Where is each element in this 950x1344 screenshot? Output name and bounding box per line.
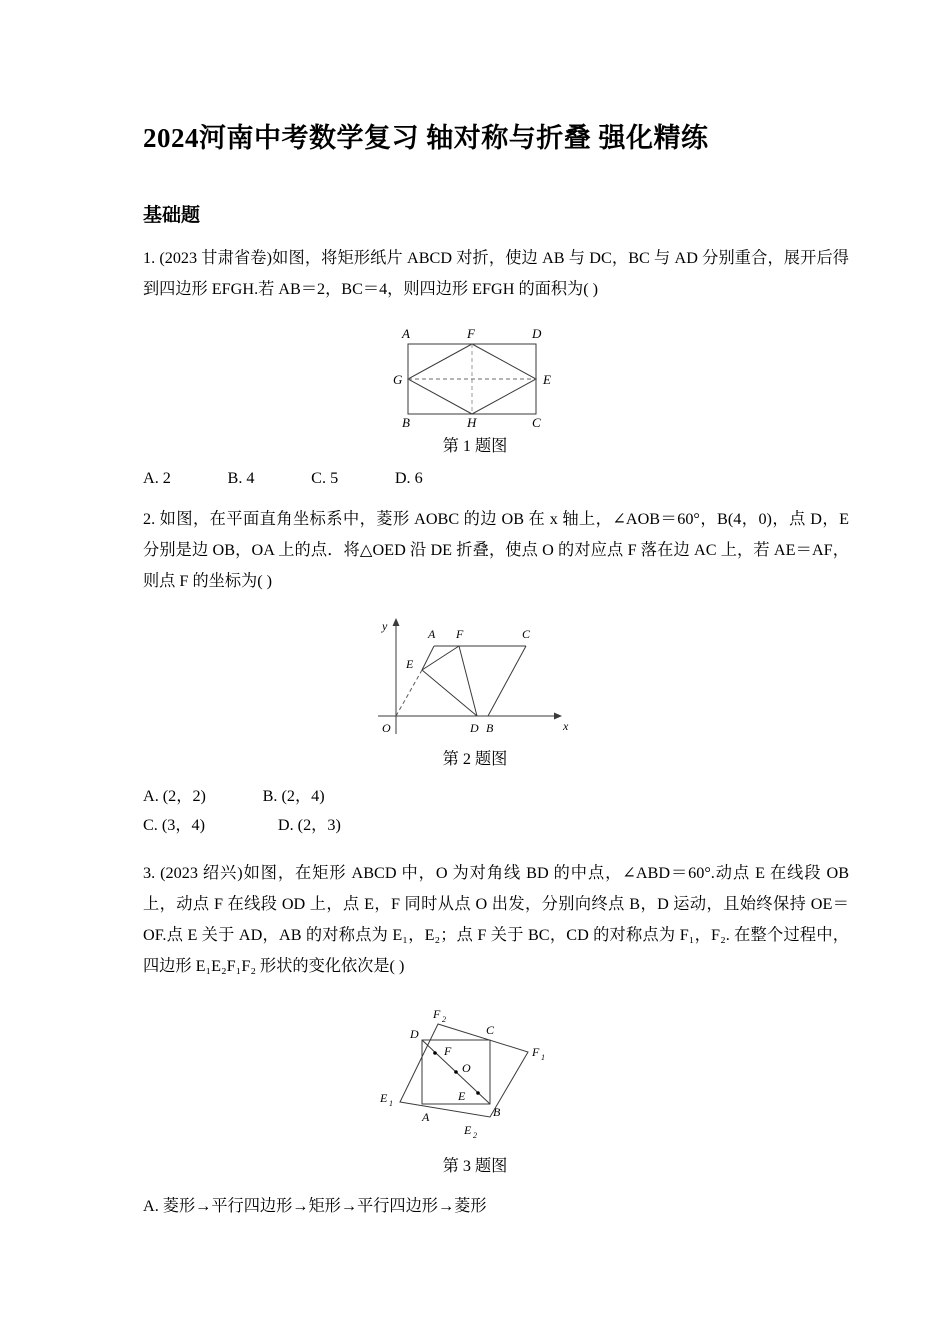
question-1-text: 1. (2023 甘肃省卷)如图，将矩形纸片 ABCD 对折，使边 AB 与 DC，BC 与 AD 分别重合，展开后得到四边形 EFGH.若 AB＝2，BC＝4，则四边形 EFGH 的面积为( ) (143, 249, 849, 298)
question-3-options (143, 1192, 487, 1221)
figure1-label-G: G (393, 372, 403, 387)
question-1-figure-caption: 第 1 题图 (442, 437, 508, 455)
figure3-label-B: B (493, 1105, 501, 1119)
figure3-label-C: C (486, 1023, 495, 1037)
page-title: 2024河南中考数学复习 轴对称与折叠 强化精练 (143, 123, 709, 153)
section-heading: 基础题 (143, 205, 201, 226)
figure3-label-F2: F (433, 1007, 441, 1021)
figure3-label-F2-sub: 2 (442, 1015, 446, 1024)
question-3-option-a[interactable]: A. 菱形→平行四边形→矩形→平行四边形→菱形 (143, 1197, 487, 1215)
figure2-label-x: x (563, 719, 569, 733)
figure2-label-F: F (456, 627, 464, 641)
figure1-label-B: B (402, 415, 410, 428)
question-2-option-row-2[interactable]: C. (3，4) D. (2，3) (143, 816, 341, 834)
figure3-label-F1-sub: 1 (541, 1053, 545, 1062)
figure1-label-A: A (402, 326, 410, 341)
question-3-figure-caption: 第 3 题图 (442, 1157, 508, 1175)
figure3-label-D: D (410, 1027, 419, 1041)
question-2-option-row-1[interactable]: A. (2，2) B. (2，4) (143, 787, 325, 805)
figure1-label-C: C (532, 415, 541, 428)
question-2-figure-caption: 第 2 题图 (442, 750, 508, 768)
figure3-label-F: F (444, 1044, 452, 1058)
question-2-text: 2. 如图，在平面直角坐标系中，菱形 AOBC 的边 OB 在 x 轴上，∠AOB＝60°，B(4，0)，点 D，E 分别是边 OB，OA 上的点．将△OED 沿 DE 折叠，使点 O 的对应点 F 落在边 AC 上，若 AE＝AF，则点 F 的坐标为( ) (143, 510, 849, 590)
question-1-figure (0, 322, 950, 428)
question-2-options (143, 782, 341, 840)
question-2-figure (0, 612, 950, 740)
question-1-options (143, 464, 423, 493)
figure1-label-H: H (467, 415, 477, 428)
figure1-label-E: E (543, 372, 551, 387)
figure2-label-C: C (522, 627, 531, 641)
figure2-label-D: D (470, 721, 479, 735)
figure3-label-A: A (422, 1110, 430, 1124)
figure3-label-E1: E (380, 1091, 388, 1105)
figure2-label-A: A (428, 627, 436, 641)
figure3-label-O: O (462, 1061, 471, 1075)
figure2-label-y: y (382, 619, 388, 633)
figure3-label-E2: E (464, 1123, 472, 1137)
figure1-label-D: D (532, 326, 542, 341)
question-3-figure (0, 1002, 950, 1148)
figure3-label-F1: F (532, 1045, 540, 1059)
figure2-label-E: E (406, 657, 414, 671)
figure2-label-O: O (382, 721, 391, 735)
figure2-label-B: B (486, 721, 494, 735)
question-3-text: 3. (2023 绍兴)如图，在矩形 ABCD 中，O 为对角线 BD 的中点，∠ABD＝60°.动点 E 在线段 OB 上，动点 F 在线段 OD 上，点 E，F 同时从点 O 出发，分别向终点 B，D 运动，且始终保持 OE＝OF.点 E 关于 AD，AB 的对称点为 E₁，E₂；点 F 关于 BC，CD 的对称点为 F₁，F₂. 在整个过程中，四边形 E₁E₂F₁F₂ 形状的变化依次是( ) (143, 864, 849, 975)
figure3-label-E: E (458, 1089, 466, 1103)
figure3-label-E1-sub: 1 (389, 1099, 393, 1108)
figure1-label-F: F (467, 326, 475, 341)
question-1-option-row[interactable]: A. 2 B. 4 C. 5 D. 6 (143, 469, 423, 487)
figure3-label-E2-sub: 2 (473, 1131, 477, 1140)
